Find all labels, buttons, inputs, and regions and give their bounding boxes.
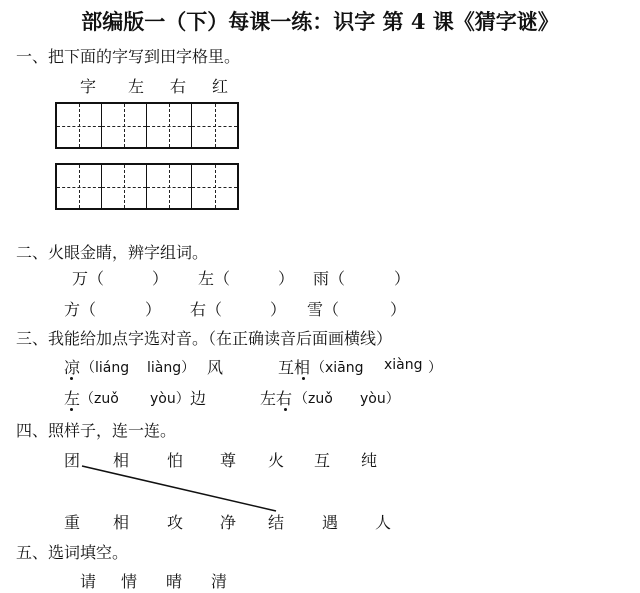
q5-word-1: 请	[80, 572, 97, 591]
q3-heading: 三、我能给加点字选对音。（在正确读音后面画横线）	[16, 329, 393, 348]
q2-r2-close-1: ）	[145, 300, 162, 319]
q1-char-3: 右	[170, 77, 187, 96]
q2-r2-open-1: 方（	[64, 300, 97, 319]
q2-r1-close-3: ）	[394, 269, 411, 288]
q2-r1-close-2: ）	[278, 269, 295, 288]
q5-word-2: 情	[121, 572, 138, 591]
q3-1-pinyin-a[interactable]: （liáng	[81, 360, 130, 376]
q4-bottom-7[interactable]: 人	[375, 513, 392, 532]
q1-heading: 一、把下面的字写到田字格里。	[16, 47, 241, 66]
q3-3-pinyin-b[interactable]: yòu）	[150, 391, 190, 407]
q3-3-pinyin-a[interactable]: （zuǒ	[80, 391, 119, 407]
q2-r1-open-1: 万（	[72, 269, 105, 288]
page-title: 部编版一（下）每课一练：识字 第 4 课《猜字谜》	[81, 9, 559, 34]
q1-char-1: 字	[80, 77, 97, 96]
q5-word-3: 晴	[166, 572, 183, 591]
connection-line	[82, 466, 276, 511]
q1-char-2: 左	[128, 77, 145, 96]
q2-r2-open-3: 雪（	[307, 300, 340, 319]
q4-bottom-1[interactable]: 重	[64, 513, 81, 532]
q3-3-char: 左	[64, 389, 81, 408]
q4-top-6[interactable]: 互	[314, 451, 331, 470]
q4-heading: 四、照样子，连一连。	[16, 421, 177, 440]
q4-top-2[interactable]: 相	[113, 451, 130, 470]
q3-4-word: 左右	[260, 389, 293, 408]
q3-4-pinyin-b[interactable]: yòu）	[360, 391, 400, 407]
q3-4-pinyin-a[interactable]: （zuǒ	[294, 391, 333, 407]
q2-r2-close-2: ）	[270, 300, 287, 319]
q4-bottom-2[interactable]: 相	[113, 513, 130, 532]
q3-1-suffix: 风	[207, 358, 224, 377]
q5-word-4: 清	[211, 572, 228, 591]
q2-heading: 二、火眼金睛，辨字组词。	[16, 243, 209, 262]
q4-top-1[interactable]: 团	[64, 451, 81, 470]
q1-char-4: 红	[212, 77, 229, 96]
q2-r1-open-3: 雨（	[313, 269, 346, 288]
q2-r2-open-2: 右（	[190, 300, 223, 319]
q4-top-5[interactable]: 火	[268, 451, 285, 470]
q4-bottom-3[interactable]: 攻	[167, 513, 184, 532]
q3-2-word: 互相	[278, 358, 311, 377]
q3-2-close: ）	[428, 360, 442, 376]
q4-top-3[interactable]: 怕	[167, 451, 184, 470]
q3-3-suffix: 边	[190, 389, 207, 408]
q3-2-pinyin-a[interactable]: （xiāng	[311, 360, 364, 376]
q4-top-7[interactable]: 纯	[361, 451, 378, 470]
q4-top-4[interactable]: 尊	[220, 451, 237, 470]
q4-bottom-6[interactable]: 遇	[322, 513, 339, 532]
q3-1-pinyin-b[interactable]: liàng）	[147, 360, 196, 376]
q2-r1-close-1: ）	[152, 269, 169, 288]
q2-r1-open-2: 左（	[198, 269, 231, 288]
q5-heading: 五、选词填空。	[16, 543, 129, 562]
q3-2-pinyin-b[interactable]: xiàng	[384, 357, 423, 373]
q3-1-char: 凉	[64, 358, 81, 377]
q2-r2-close-3: ）	[390, 300, 407, 319]
q4-bottom-5[interactable]: 结	[268, 513, 285, 532]
q4-bottom-4[interactable]: 净	[220, 513, 237, 532]
